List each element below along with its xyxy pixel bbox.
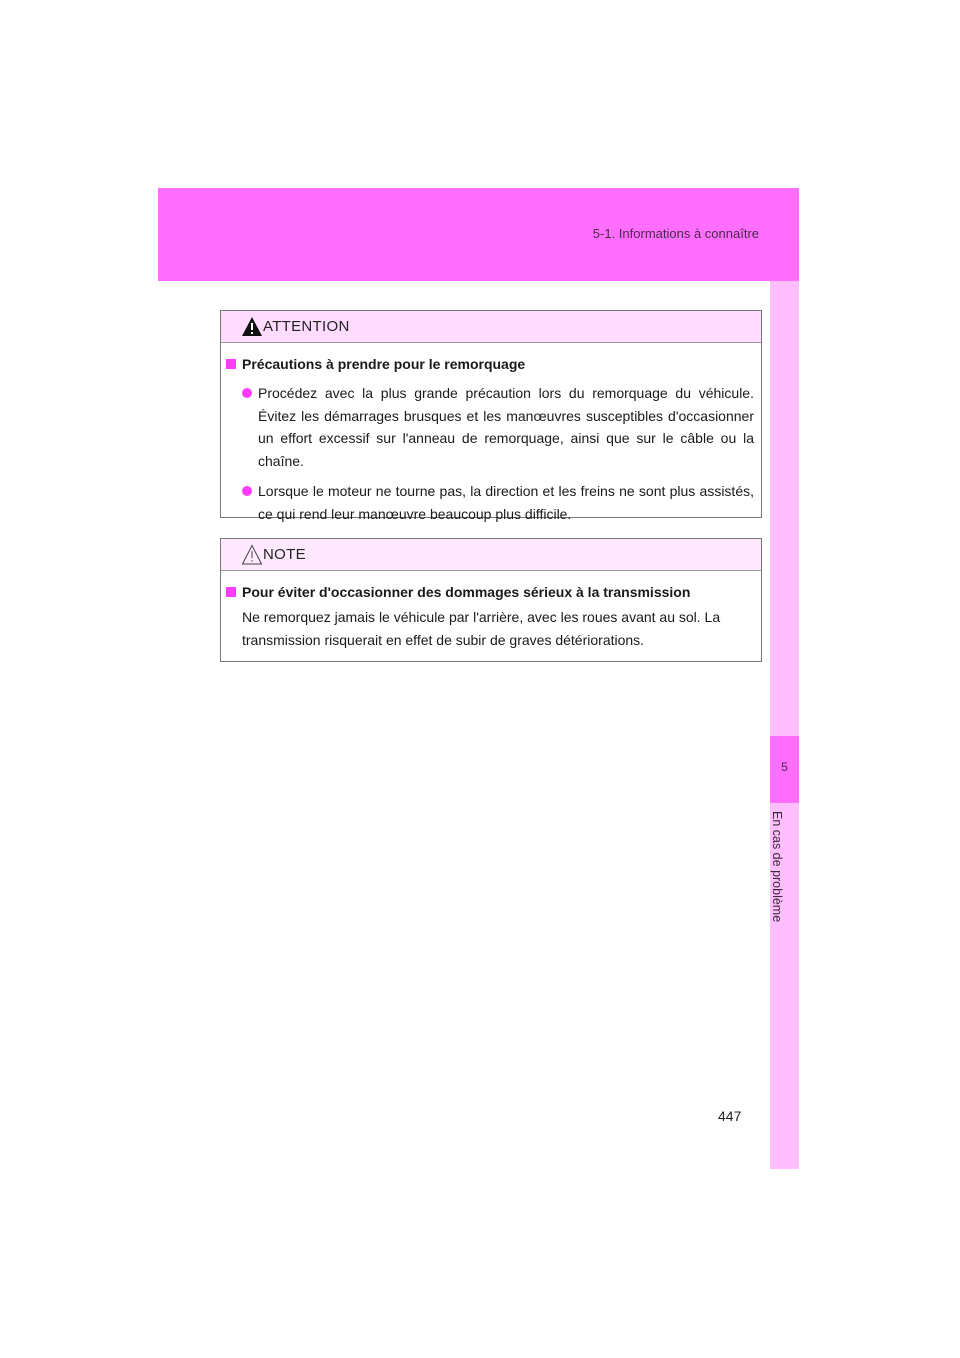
side-tab — [770, 281, 799, 1169]
chapter-box — [770, 736, 799, 803]
attention-heading — [226, 354, 754, 374]
bullet-text: Procédez avec la plus grande précaution lors du remorquage du véhicule. Évitez les démarrages brusques et les manœuvres susceptibles d'occasionner un effort excessif sur l'anneau de remorquage, ainsi que sur le câble ou la chaîne. — [258, 385, 754, 469]
attention-title: ATTENTION — [263, 318, 350, 335]
circle-bullet-icon — [242, 388, 252, 398]
attention-box — [220, 310, 762, 522]
square-bullet-icon — [226, 587, 236, 597]
attention-heading-text: Précautions à prendre pour le remorquage — [242, 356, 526, 372]
note-header — [221, 539, 761, 571]
page-number: 447 — [718, 1108, 742, 1124]
square-bullet-icon — [226, 359, 236, 369]
list-item — [226, 382, 754, 472]
bullet-text: Lorsque le moteur ne tourne pas, la direction et les freins ne sont plus assistés, ce qui rend leur manœuvre beaucoup plus difficile. — [258, 483, 754, 522]
note-heading — [226, 582, 754, 602]
chapter-number: 5 — [781, 760, 788, 774]
header-band — [158, 188, 799, 281]
note-box — [220, 538, 762, 662]
chapter-label: En cas de problème — [770, 811, 784, 923]
note-heading-text: Pour éviter d'occasionner des dommages sérieux à la transmission — [242, 584, 691, 600]
list-item — [226, 480, 754, 525]
note-title: NOTE — [263, 546, 306, 563]
warning-outline-icon — [241, 544, 263, 566]
circle-bullet-icon — [242, 486, 252, 496]
warning-filled-icon — [241, 316, 263, 338]
note-text: Ne remorquez jamais le véhicule par l'arrière, avec les roues avant au sol. La transmission risquerait en effet de subir de graves détériorations. — [242, 609, 721, 648]
section-title: 5-1. Informations à connaître — [592, 226, 759, 241]
attention-header — [221, 311, 761, 343]
